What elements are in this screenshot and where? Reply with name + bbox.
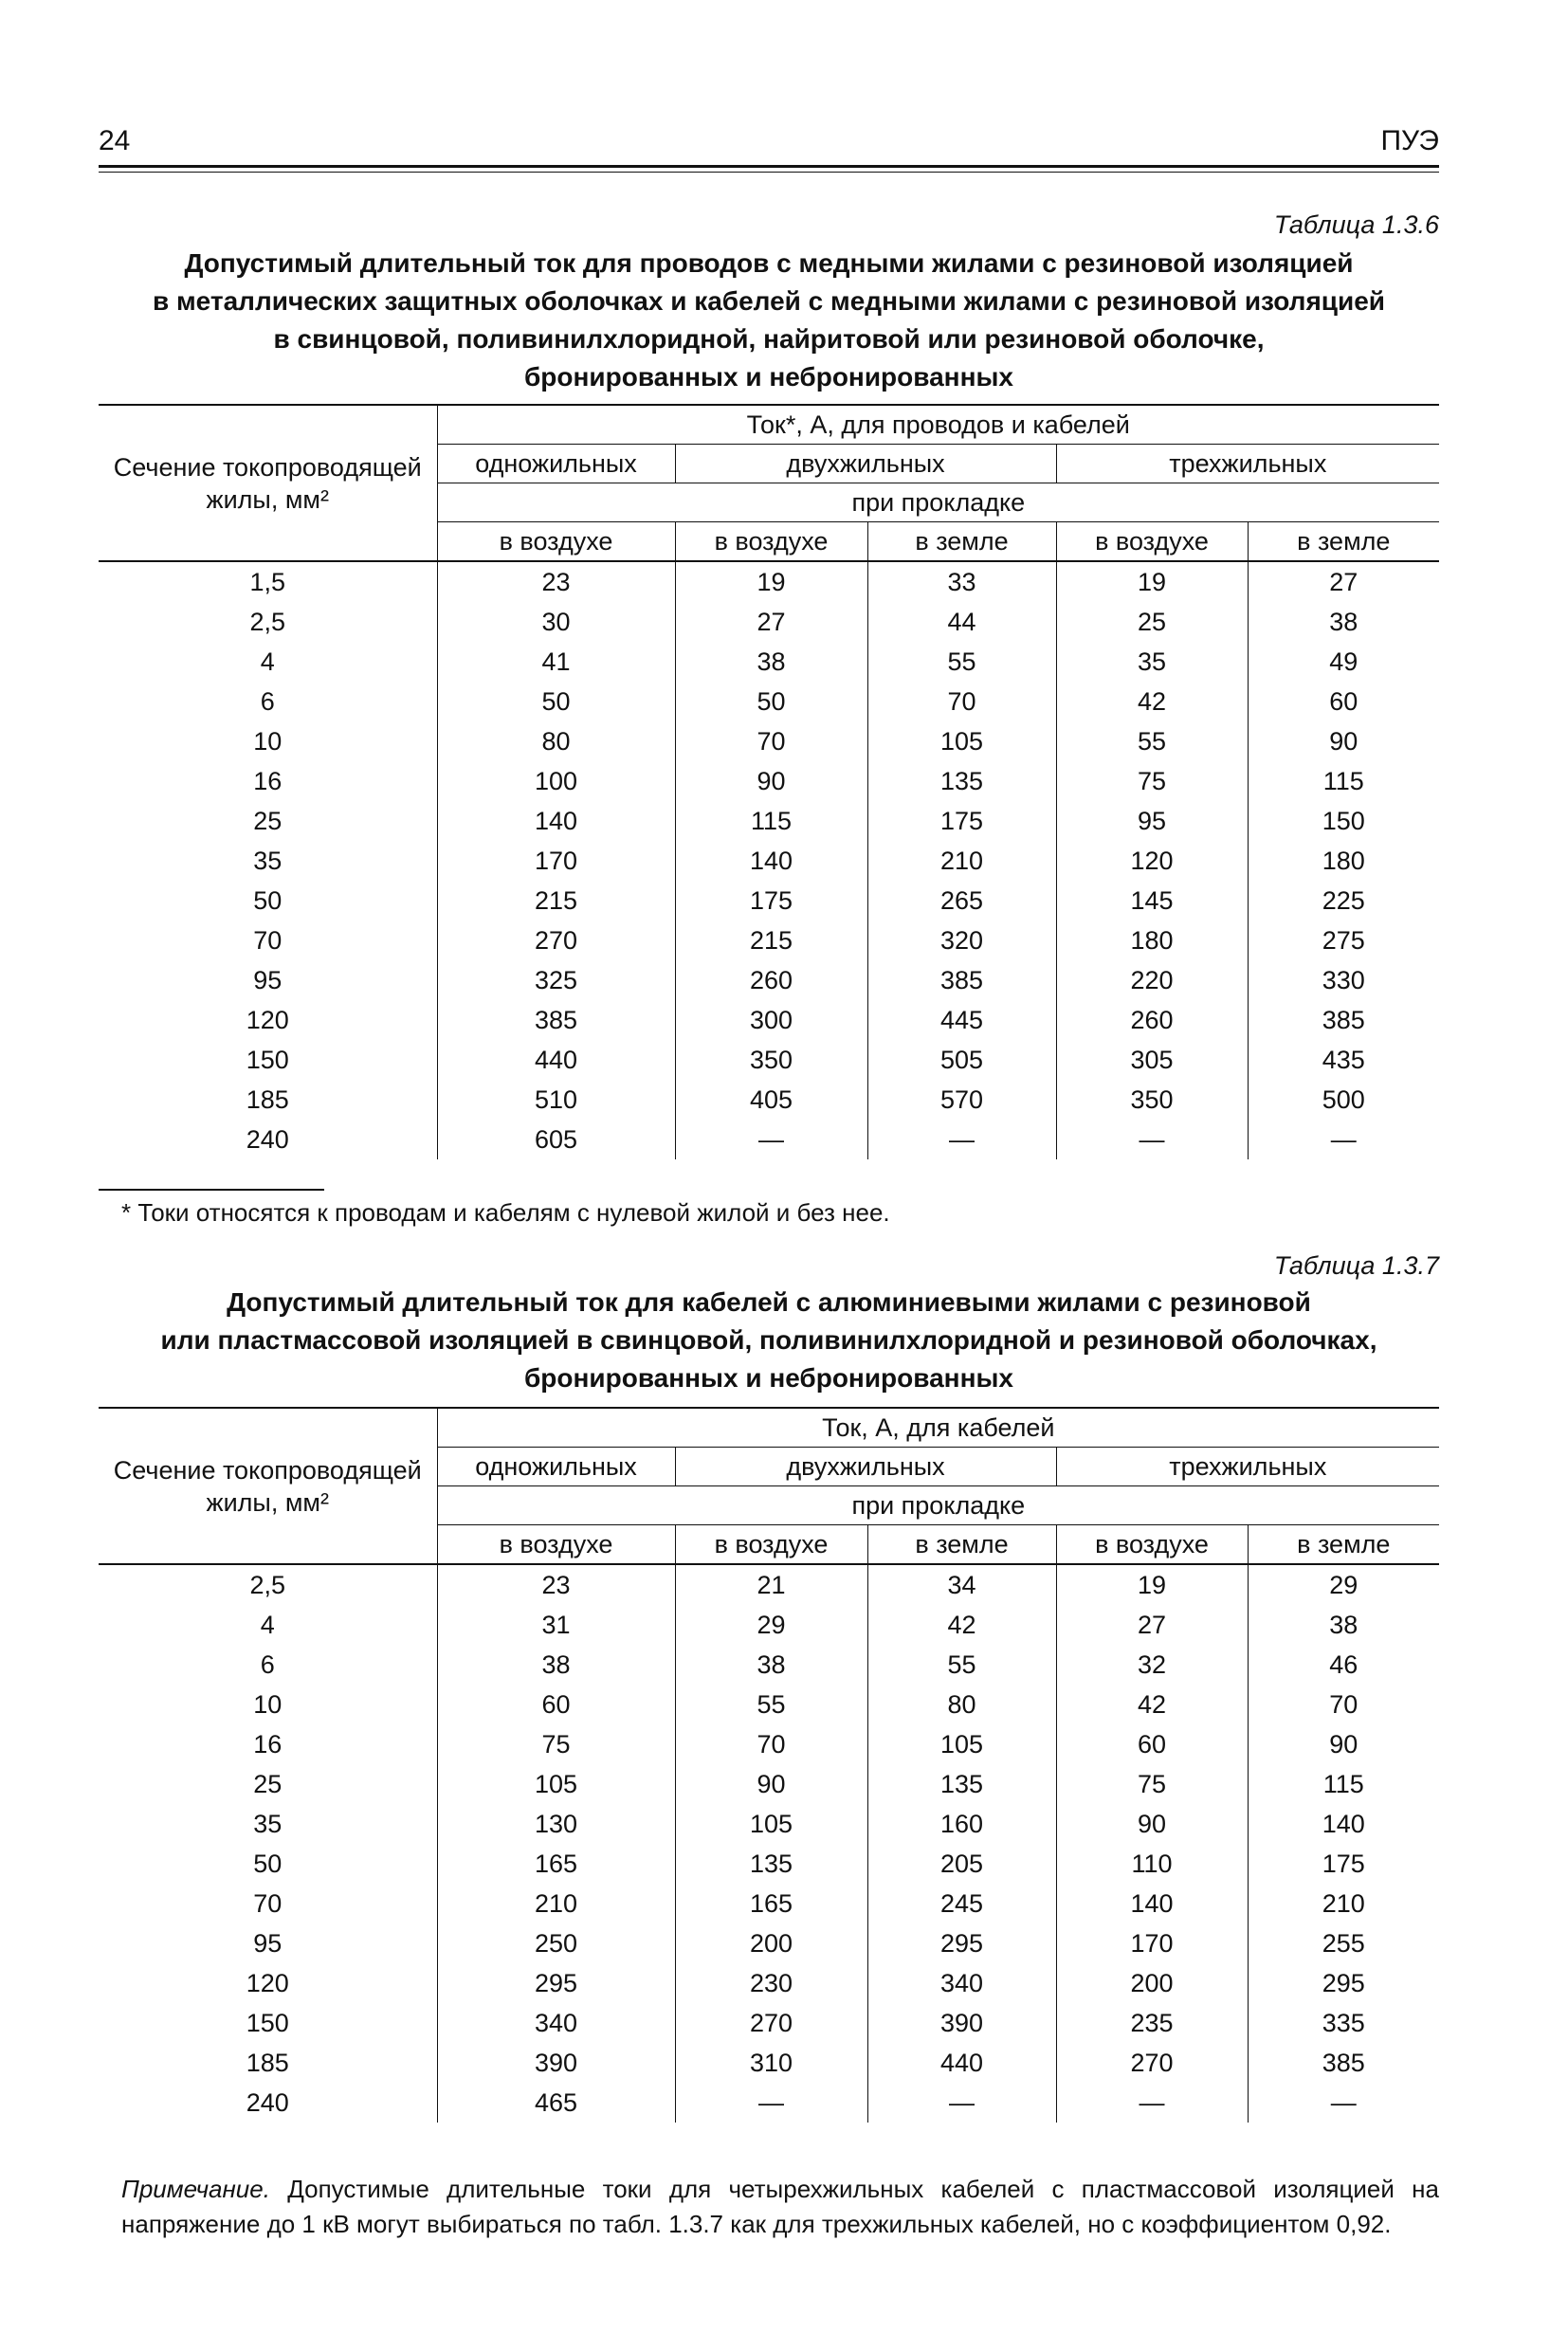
current-cell: 50	[437, 682, 675, 721]
current-cell: 505	[867, 1040, 1056, 1080]
section-cell: 4	[260, 1611, 275, 1639]
current-cell: 105	[867, 1724, 1056, 1764]
current-cell: 350	[1056, 1080, 1248, 1120]
current-cell: 205	[867, 1844, 1056, 1884]
current-cell: 21	[675, 1564, 867, 1605]
note-text: Допустимые длительные токи для четырехжильных кабелей с пластмассовой изоляцией на напряжение до 1 кВ могут выбираться по табл. 1.3.7 как для трехжильных кабелей, но с коэффициентом 0,92.	[121, 2175, 1439, 2238]
current-cell: 150	[1248, 801, 1439, 841]
current-cell: 115	[1248, 761, 1439, 801]
sub-header: в воздухе	[675, 1525, 867, 1565]
current-cell: 30	[437, 602, 675, 642]
current-cell: 270	[437, 920, 675, 960]
current-cell: 105	[867, 721, 1056, 761]
current-cell: 42	[867, 1605, 1056, 1645]
laying-header: при прокладке	[437, 483, 1439, 522]
table-row	[99, 561, 1439, 602]
table-row	[99, 2003, 1439, 2043]
current-cell: 130	[437, 1804, 675, 1844]
current-cell: 145	[1056, 881, 1248, 920]
current-cell: 500	[1248, 1080, 1439, 1120]
current-cell: 38	[437, 1645, 675, 1685]
current-cell: 140	[675, 841, 867, 881]
current-cell: 325	[437, 960, 675, 1000]
current-cell: 70	[867, 682, 1056, 721]
current-cell: —	[1248, 2083, 1439, 2123]
table-1-header	[99, 405, 1439, 561]
current-cell: 135	[675, 1844, 867, 1884]
table-row	[99, 1564, 1439, 1605]
current-cell: 165	[675, 1884, 867, 1923]
current-cell: 385	[1248, 2043, 1439, 2083]
current-cell: 320	[867, 920, 1056, 960]
note	[121, 2172, 1439, 2242]
section-cell: 4	[260, 647, 275, 676]
current-cell: 225	[1248, 881, 1439, 920]
current-cell: 350	[675, 1040, 867, 1080]
current-cell: 445	[867, 1000, 1056, 1040]
current-cell: 405	[675, 1080, 867, 1120]
table-1-body	[99, 561, 1439, 1159]
table-row	[99, 1804, 1439, 1844]
current-cell: 245	[867, 1884, 1056, 1923]
section-cell: 35	[253, 1810, 283, 1838]
current-cell: 80	[437, 721, 675, 761]
section-cell: 16	[253, 1730, 283, 1759]
current-cell: 440	[867, 2043, 1056, 2083]
current-cell: —	[867, 2083, 1056, 2123]
current-cell: 385	[1248, 1000, 1439, 1040]
current-cell: 90	[1056, 1804, 1248, 1844]
current-cell: 465	[437, 2083, 675, 2123]
current-cell: 335	[1248, 2003, 1439, 2043]
current-cell: 270	[1056, 2043, 1248, 2083]
current-cell: 90	[675, 1764, 867, 1804]
current-cell: 295	[867, 1923, 1056, 1963]
current-cell: —	[675, 2083, 867, 2123]
current-cell: 605	[437, 1120, 675, 1159]
current-cell: 385	[437, 1000, 675, 1040]
current-cell: 55	[1056, 721, 1248, 761]
current-cell: 180	[1248, 841, 1439, 881]
current-cell: 310	[675, 2043, 867, 2083]
current-cell: 23	[437, 561, 675, 602]
current-cell: 27	[1056, 1605, 1248, 1645]
section-cell: 185	[246, 2049, 289, 2077]
current-cell: 60	[1248, 682, 1439, 721]
table-row	[99, 881, 1439, 920]
table-2-caption	[99, 1284, 1439, 1397]
section-cell: 240	[246, 2088, 289, 2117]
current-cell: 200	[1056, 1963, 1248, 2003]
current-cell: 260	[1056, 1000, 1248, 1040]
section-cell: 70	[253, 1889, 283, 1918]
section-cell: 6	[260, 1650, 275, 1679]
sub-header: в воздухе	[675, 522, 867, 562]
current-cell: 19	[675, 561, 867, 602]
note-label: Примечание.	[121, 2175, 270, 2203]
col-double-header: двухжильных	[675, 445, 1056, 483]
caption-line: бронированных и небронированных	[523, 1363, 1013, 1393]
current-cell: 29	[1248, 1564, 1439, 1605]
current-cell: 210	[1248, 1884, 1439, 1923]
current-cell: 31	[437, 1605, 675, 1645]
current-cell: 46	[1248, 1645, 1439, 1685]
table-row	[99, 1844, 1439, 1884]
section-cell: 120	[246, 1969, 289, 1997]
current-cell: 95	[1056, 801, 1248, 841]
current-cell: 390	[437, 2043, 675, 2083]
current-cell: 75	[1056, 761, 1248, 801]
col-single-header: одножильных	[437, 1448, 675, 1486]
current-cell: 110	[1056, 1844, 1248, 1884]
current-cell: 49	[1248, 642, 1439, 682]
current-cell: 90	[1248, 1724, 1439, 1764]
table-row	[99, 1923, 1439, 1963]
current-cell: 35	[1056, 642, 1248, 682]
running-head	[99, 125, 1439, 171]
table-row	[99, 1764, 1439, 1804]
group-header: Ток*, А, для проводов и кабелей	[437, 405, 1439, 445]
current-cell: 105	[675, 1804, 867, 1844]
current-cell: 50	[675, 682, 867, 721]
caption-line: Допустимый длительный ток для проводов с медными жилами с резиновой изоляцией	[184, 248, 1354, 278]
current-cell: 300	[675, 1000, 867, 1040]
current-cell: 29	[675, 1605, 867, 1645]
current-cell: 70	[675, 1724, 867, 1764]
current-cell: 180	[1056, 920, 1248, 960]
current-cell: 440	[437, 1040, 675, 1080]
col-double-header: двухжильных	[675, 1448, 1056, 1486]
sub-header: в воздухе	[437, 1525, 675, 1565]
current-cell: 435	[1248, 1040, 1439, 1080]
table-1-label: Таблица 1.3.6	[1273, 210, 1439, 239]
current-cell: 295	[437, 1963, 675, 2003]
section-cell: 1,5	[249, 568, 286, 596]
group-header: Ток, А, для кабелей	[437, 1408, 1439, 1448]
table-1-caption	[99, 245, 1439, 396]
sub-header: в воздухе	[437, 522, 675, 562]
table-row	[99, 1000, 1439, 1040]
current-cell: 55	[867, 642, 1056, 682]
section-cell: 2,5	[249, 1571, 286, 1599]
footnote: * Токи относятся к проводам и кабелям с нулевой жилой и без нее.	[121, 1198, 890, 1227]
current-cell: 175	[675, 881, 867, 920]
header-rule-thin	[99, 172, 1439, 173]
section-cell: 10	[253, 727, 283, 756]
current-cell: 70	[1248, 1685, 1439, 1724]
sub-header: в земле	[867, 1525, 1056, 1565]
current-cell: 41	[437, 642, 675, 682]
current-cell: 135	[867, 761, 1056, 801]
stub-header: Сечение токопроводящей жилы, мм²	[99, 405, 437, 561]
current-cell: 75	[437, 1724, 675, 1764]
current-cell: 90	[675, 761, 867, 801]
current-cell: 38	[675, 1645, 867, 1685]
table-row	[99, 1120, 1439, 1159]
col-triple-header: трехжильных	[1056, 445, 1439, 483]
laying-header: при прокладке	[437, 1486, 1439, 1525]
table-row	[99, 761, 1439, 801]
current-cell: 80	[867, 1685, 1056, 1724]
caption-line: в металлических защитных оболочках и кабелей с медными жилами с резиновой изоляцией	[152, 286, 1386, 316]
table-2	[99, 1407, 1439, 2123]
table-row	[99, 2083, 1439, 2123]
current-cell: 340	[867, 1963, 1056, 2003]
current-cell: 115	[1248, 1764, 1439, 1804]
table-row	[99, 841, 1439, 881]
caption-line: в свинцовой, поливинилхлоридной, найритовой или резиновой оболочке,	[273, 324, 1265, 354]
section-cell: 185	[246, 1085, 289, 1114]
current-cell: 55	[867, 1645, 1056, 1685]
section-cell: 50	[253, 886, 283, 915]
section-cell: 25	[253, 1770, 283, 1798]
current-cell: 27	[675, 602, 867, 642]
current-cell: 215	[437, 881, 675, 920]
sub-header: в земле	[867, 522, 1056, 562]
table-1	[99, 404, 1439, 1159]
section-cell: 25	[253, 807, 283, 835]
current-cell: 42	[1056, 1685, 1248, 1724]
current-cell: 175	[867, 801, 1056, 841]
current-cell: 55	[675, 1685, 867, 1724]
section-cell: 95	[253, 1929, 283, 1958]
current-cell: 120	[1056, 841, 1248, 881]
current-cell: 140	[437, 801, 675, 841]
current-cell: 44	[867, 602, 1056, 642]
current-cell: 60	[1056, 1724, 1248, 1764]
current-cell: 235	[1056, 2003, 1248, 2043]
header-rule	[99, 165, 1439, 168]
current-cell: 38	[1248, 602, 1439, 642]
current-cell: —	[1248, 1120, 1439, 1159]
section-cell: 6	[260, 687, 275, 716]
col-single-header: одножильных	[437, 445, 675, 483]
current-cell: 170	[437, 841, 675, 881]
section-cell: 10	[253, 1690, 283, 1719]
table-row	[99, 682, 1439, 721]
footnote-rule	[99, 1189, 324, 1191]
current-cell: 165	[437, 1844, 675, 1884]
current-cell: 19	[1056, 1564, 1248, 1605]
current-cell: 23	[437, 1564, 675, 1605]
table-row	[99, 642, 1439, 682]
current-cell: 27	[1248, 561, 1439, 602]
current-cell: 100	[437, 761, 675, 801]
section-cell: 240	[246, 1125, 289, 1154]
current-cell: 390	[867, 2003, 1056, 2043]
table-row	[99, 1884, 1439, 1923]
current-cell: 275	[1248, 920, 1439, 960]
col-triple-header: трехжильных	[1056, 1448, 1439, 1486]
current-cell: 105	[437, 1764, 675, 1804]
stub-header: Сечение токопроводящей жилы, мм²	[99, 1408, 437, 1564]
sub-header: в земле	[1248, 522, 1439, 562]
current-cell: 175	[1248, 1844, 1439, 1884]
current-cell: —	[867, 1120, 1056, 1159]
current-cell: 33	[867, 561, 1056, 602]
current-cell: 38	[1248, 1605, 1439, 1645]
table-row	[99, 801, 1439, 841]
caption-line: бронированных и небронированных	[523, 362, 1013, 392]
current-cell: 210	[437, 1884, 675, 1923]
current-cell: 210	[867, 841, 1056, 881]
section-cell: 2,5	[249, 608, 286, 636]
table-row	[99, 1645, 1439, 1685]
current-cell: 265	[867, 881, 1056, 920]
section-cell: 120	[246, 1006, 289, 1034]
current-cell: 250	[437, 1923, 675, 1963]
table-2-header	[99, 1408, 1439, 1564]
current-cell: 115	[675, 801, 867, 841]
table-row	[99, 960, 1439, 1000]
current-cell: 295	[1248, 1963, 1439, 2003]
current-cell: 160	[867, 1804, 1056, 1844]
current-cell: 34	[867, 1564, 1056, 1605]
table-row	[99, 721, 1439, 761]
current-cell: 60	[437, 1685, 675, 1724]
table-row	[99, 1040, 1439, 1080]
section-cell: 150	[246, 2009, 289, 2037]
current-cell: 260	[675, 960, 867, 1000]
current-cell: 340	[437, 2003, 675, 2043]
caption-line: или пластмассовой изоляцией в свинцовой, поливинилхлоридной и резиновой оболочках,	[160, 1325, 1377, 1355]
sub-header: в воздухе	[1056, 522, 1248, 562]
section-cell: 35	[253, 847, 283, 875]
current-cell: 42	[1056, 682, 1248, 721]
current-cell: 270	[675, 2003, 867, 2043]
current-cell: 75	[1056, 1764, 1248, 1804]
current-cell: 38	[675, 642, 867, 682]
section-cell: 16	[253, 767, 283, 795]
sub-header: в земле	[1248, 1525, 1439, 1565]
table-row	[99, 1080, 1439, 1120]
table-row	[99, 1963, 1439, 2003]
page-number: 24	[99, 125, 131, 156]
running-title: ПУЭ	[1380, 125, 1439, 156]
current-cell: —	[1056, 1120, 1248, 1159]
section-cell: 150	[246, 1046, 289, 1074]
current-cell: 330	[1248, 960, 1439, 1000]
current-cell: 305	[1056, 1040, 1248, 1080]
table-2-body	[99, 1564, 1439, 2123]
section-cell: 50	[253, 1850, 283, 1878]
section-cell: 95	[253, 966, 283, 994]
current-cell: 140	[1248, 1804, 1439, 1844]
current-cell: 25	[1056, 602, 1248, 642]
current-cell: 135	[867, 1764, 1056, 1804]
current-cell: 19	[1056, 561, 1248, 602]
table-row	[99, 920, 1439, 960]
sub-header: в воздухе	[1056, 1525, 1248, 1565]
current-cell: 90	[1248, 721, 1439, 761]
section-cell: 70	[253, 926, 283, 955]
current-cell: 200	[675, 1923, 867, 1963]
current-cell: 140	[1056, 1884, 1248, 1923]
current-cell: —	[1056, 2083, 1248, 2123]
current-cell: 255	[1248, 1923, 1439, 1963]
current-cell: —	[675, 1120, 867, 1159]
table-row	[99, 1724, 1439, 1764]
table-row	[99, 602, 1439, 642]
current-cell: 385	[867, 960, 1056, 1000]
current-cell: 570	[867, 1080, 1056, 1120]
current-cell: 170	[1056, 1923, 1248, 1963]
table-row	[99, 1685, 1439, 1724]
table-row	[99, 2043, 1439, 2083]
caption-line: Допустимый длительный ток для кабелей с алюминиевыми жилами с резиновой	[227, 1287, 1311, 1317]
current-cell: 215	[675, 920, 867, 960]
current-cell: 230	[675, 1963, 867, 2003]
table-row	[99, 1605, 1439, 1645]
current-cell: 220	[1056, 960, 1248, 1000]
current-cell: 70	[675, 721, 867, 761]
current-cell: 32	[1056, 1645, 1248, 1685]
current-cell: 510	[437, 1080, 675, 1120]
table-2-label: Таблица 1.3.7	[1273, 1251, 1439, 1280]
